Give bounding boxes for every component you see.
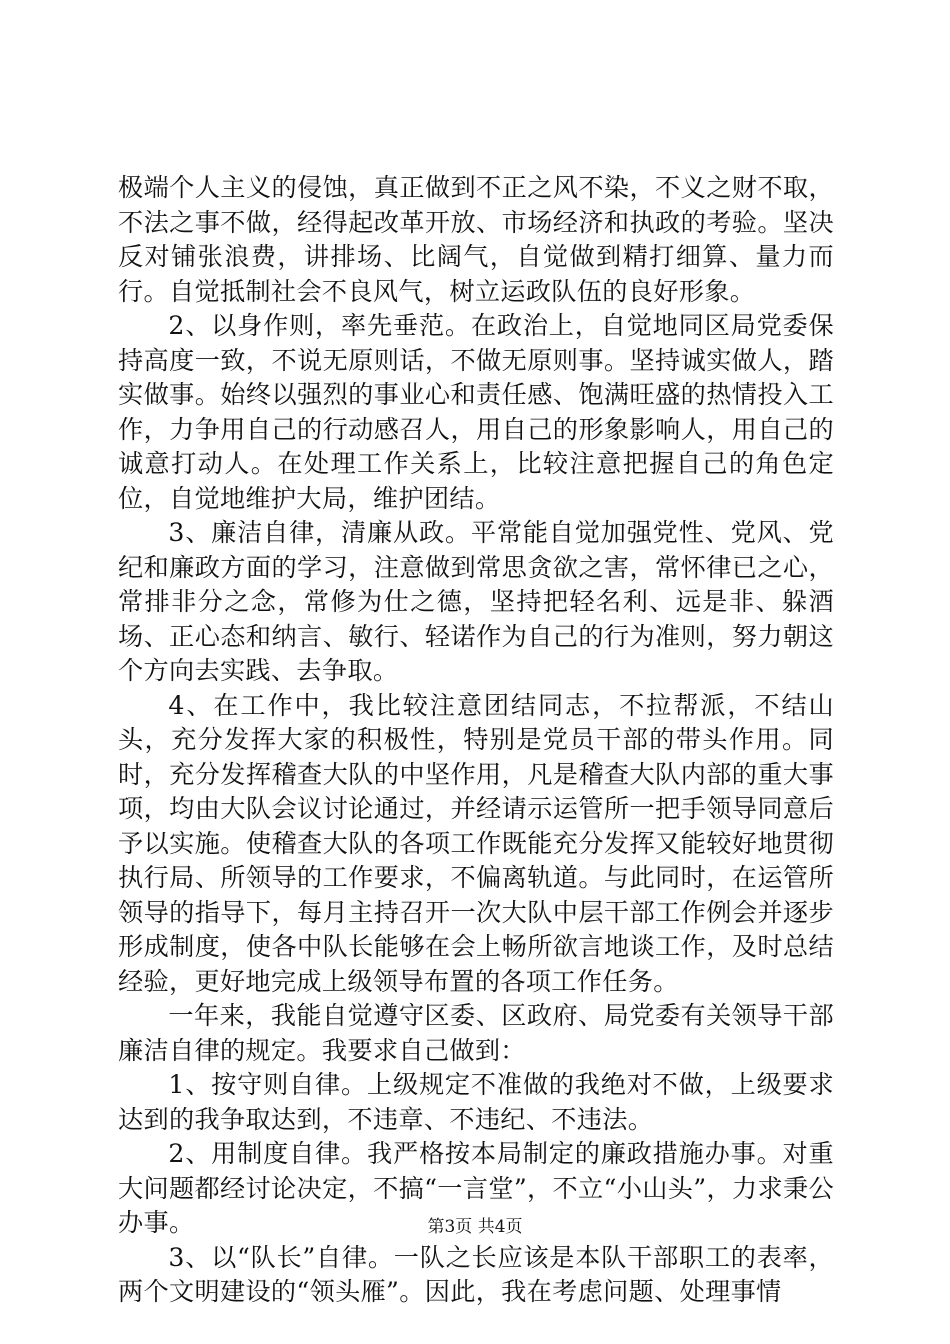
paragraph-item-3: 3、廉洁自律，清廉从政。平常能自觉加强党性、党风、党纪和廉政方面的学习，注意做到常思贪欲之害，常怀律已之心，常排非分之念，常修为仕之德，坚持把轻名利、远是非、躲酒场、正心态和纳言、敏行、轻诺作为自己的行为准则，努力朝这个方向去实践、去争取。 — [118, 518, 834, 685]
page-number-footer: 第3页 共4页 — [427, 1217, 523, 1237]
paragraph-item-2: 2、以身作则，率先垂范。在政治上，自觉地同区局党委保持高度一致，不说无原则话，不做无原则事。坚持诚实做人，踏实做事。始终以强烈的事业心和责任感、饱满旺盛的热情投入工作，力争用自己的行动感召人，用自己的形象影响人，用自己的诚意打动人。在处理工作关系上，比较注意把握自己的角色定位，自觉地维护大局，维护团结。 — [118, 311, 834, 513]
paragraph-rule-2: 2、用制度自律。我严格按本局制定的廉政措施办事。对重大问题都经讨论决定，不搞“一言堂”，不立“小山头”，力求秉公办事。 — [118, 1139, 834, 1237]
paragraph-year-summary: 一年来，我能自觉遵守区委、区政府、局党委有关领导干部廉洁自律的规定。我要求自己做到： — [118, 1001, 834, 1065]
paragraph-rule-1: 1、按守则自律。上级规定不准做的我绝对不做，上级要求达到的我争取达到，不违章、不违纪、不违法。 — [118, 1070, 834, 1134]
document-body — [118, 171, 834, 1310]
paragraph-item-4: 4、在工作中，我比较注意团结同志，不拉帮派，不结山头，充分发挥大家的积极性，特别是党员干部的带头作用。同时，充分发挥稽查大队的中坚作用，凡是稽查大队内部的重大事项，均由大队会议讨论通过，并经请示运管所一把手领导同意后予以实施。使稽查大队的各项工作既能充分发挥又能较好地贯彻执行局、所领导的工作要求，不偏离轨道。与此同时，在运管所领导的指导下，每月主持召开一次大队中层干部工作例会并逐步形成制度，使各中队长能够在会上畅所欲言地谈工作，及时总结经验，更好地完成上级领导布置的各项工作任务。 — [118, 690, 834, 996]
paragraph-continuation: 极端个人主义的侵蚀，真正做到不正之风不染，不义之财不取，不法之事不做，经得起改革开放、市场经济和执政的考验。坚决反对铺张浪费，讲排场、比阔气，自觉做到精打细算、量力而行。自觉抵制社会不良风气，树立运政队伍的良好形象。 — [118, 173, 834, 306]
paragraph-rule-3: 3、以“队长”自律。一队之长应该是本队干部职工的表率，两个文明建设的“领头雁”。因此，我在考虑问题、处理事情 — [118, 1242, 834, 1306]
